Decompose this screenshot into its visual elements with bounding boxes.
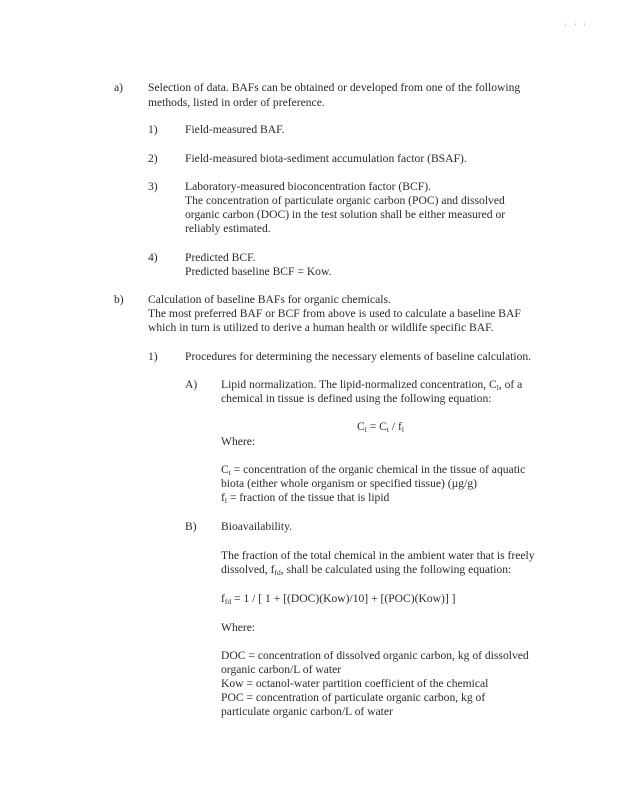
lipid-where-label: Where: <box>221 435 256 448</box>
lipid-definition-fl: $f_l$ = fraction of the tissue that is lipid <box>221 491 390 505</box>
bioavailability-equation: $f_{fd} = 1$ / [ 1 + [(DOC)(Kow)/10] + [(POC)(Kow)] ] <box>221 592 456 606</box>
subitem-b-number: B) <box>185 520 197 533</box>
lipid-normalization-line-1: Lipid normalization. The lipid-normalized concentration, $C_l$, of a <box>221 378 523 392</box>
item-4-number: 4) <box>148 251 158 264</box>
section-a-label: a) <box>114 81 124 94</box>
item-1-text: Field-measured BAF. <box>185 123 285 136</box>
item-3-number: 3) <box>148 180 158 193</box>
bioavailability-where-label: Where: <box>221 621 256 634</box>
item-2-text: Field-measured biota-sediment accumulation factor (BSAF). <box>185 152 467 165</box>
bioavailability-text-1: The fraction of the total chemical in the ambient water that is freely <box>221 549 535 562</box>
subitem-1-text: Procedures for determining the necessary elements of baseline calculation. <box>185 350 532 363</box>
section-b-line-2: The most preferred BAF or BCF from above is used to calculate a baseline BAF <box>148 307 521 320</box>
section-b-line-3: which in turn is utilized to derive a human health or wildlife specific BAF. <box>148 321 494 334</box>
lipid-definition-ct-cont: biota (either whole organism or specified tissue) (µg/g) <box>221 477 477 490</box>
item-1-number: 1) <box>148 123 158 136</box>
definition-doc-cont: organic carbon/L of water <box>221 663 342 676</box>
item-4-line-2: Predicted baseline BCF = Kow. <box>185 265 332 278</box>
section-b-label: b) <box>114 293 124 306</box>
lipid-normalization-line-2: chemical in tissue is defined using the following equation: <box>221 392 492 405</box>
item-3-line-2: The concentration of particulate organic carbon (POC) and dissolved <box>185 194 505 207</box>
item-4-line-1: Predicted BCF. <box>185 251 256 264</box>
definition-doc: DOC = concentration of dissolved organic carbon, kg of dissolved <box>221 649 529 662</box>
item-3-line-1: Laboratory-measured bioconcentration factor (BCF). <box>185 180 431 193</box>
bioavailability-text-2: dissolved, $f_{fd}$, shall be calculated using the following equation: <box>221 563 512 577</box>
section-b-title: Calculation of baseline BAFs for organic chemicals. <box>148 293 391 306</box>
lipid-definition-ct: $C_t$ = concentration of the organic chemical in the tissue of aquatic <box>221 463 526 477</box>
definition-poc-cont: particulate organic carbon/L of water <box>221 705 393 718</box>
item-3-line-4: reliably estimated. <box>185 222 271 235</box>
page-corner-mark: ' ' ' <box>565 22 589 31</box>
subitem-1-number: 1) <box>148 350 158 363</box>
lipid-equation: $C_l = C_t / f_l$ <box>357 420 404 434</box>
section-a-intro-line-2: methods, listed in order of preference. <box>148 96 325 109</box>
subitem-a-number: A) <box>185 378 198 391</box>
item-2-number: 2) <box>148 152 158 165</box>
definition-poc: POC = concentration of particulate organic carbon, kg of <box>221 691 486 704</box>
item-3-line-3: organic carbon (DOC) in the test solution shall be either measured or <box>185 208 506 221</box>
bioavailability-title: Bioavailability. <box>221 520 293 533</box>
section-a-intro-line-1: Selection of data. BAFs can be obtained or developed from one of the following <box>148 81 521 94</box>
definition-kow: Kow = octanol-water partition coefficient of the chemical <box>221 677 489 690</box>
